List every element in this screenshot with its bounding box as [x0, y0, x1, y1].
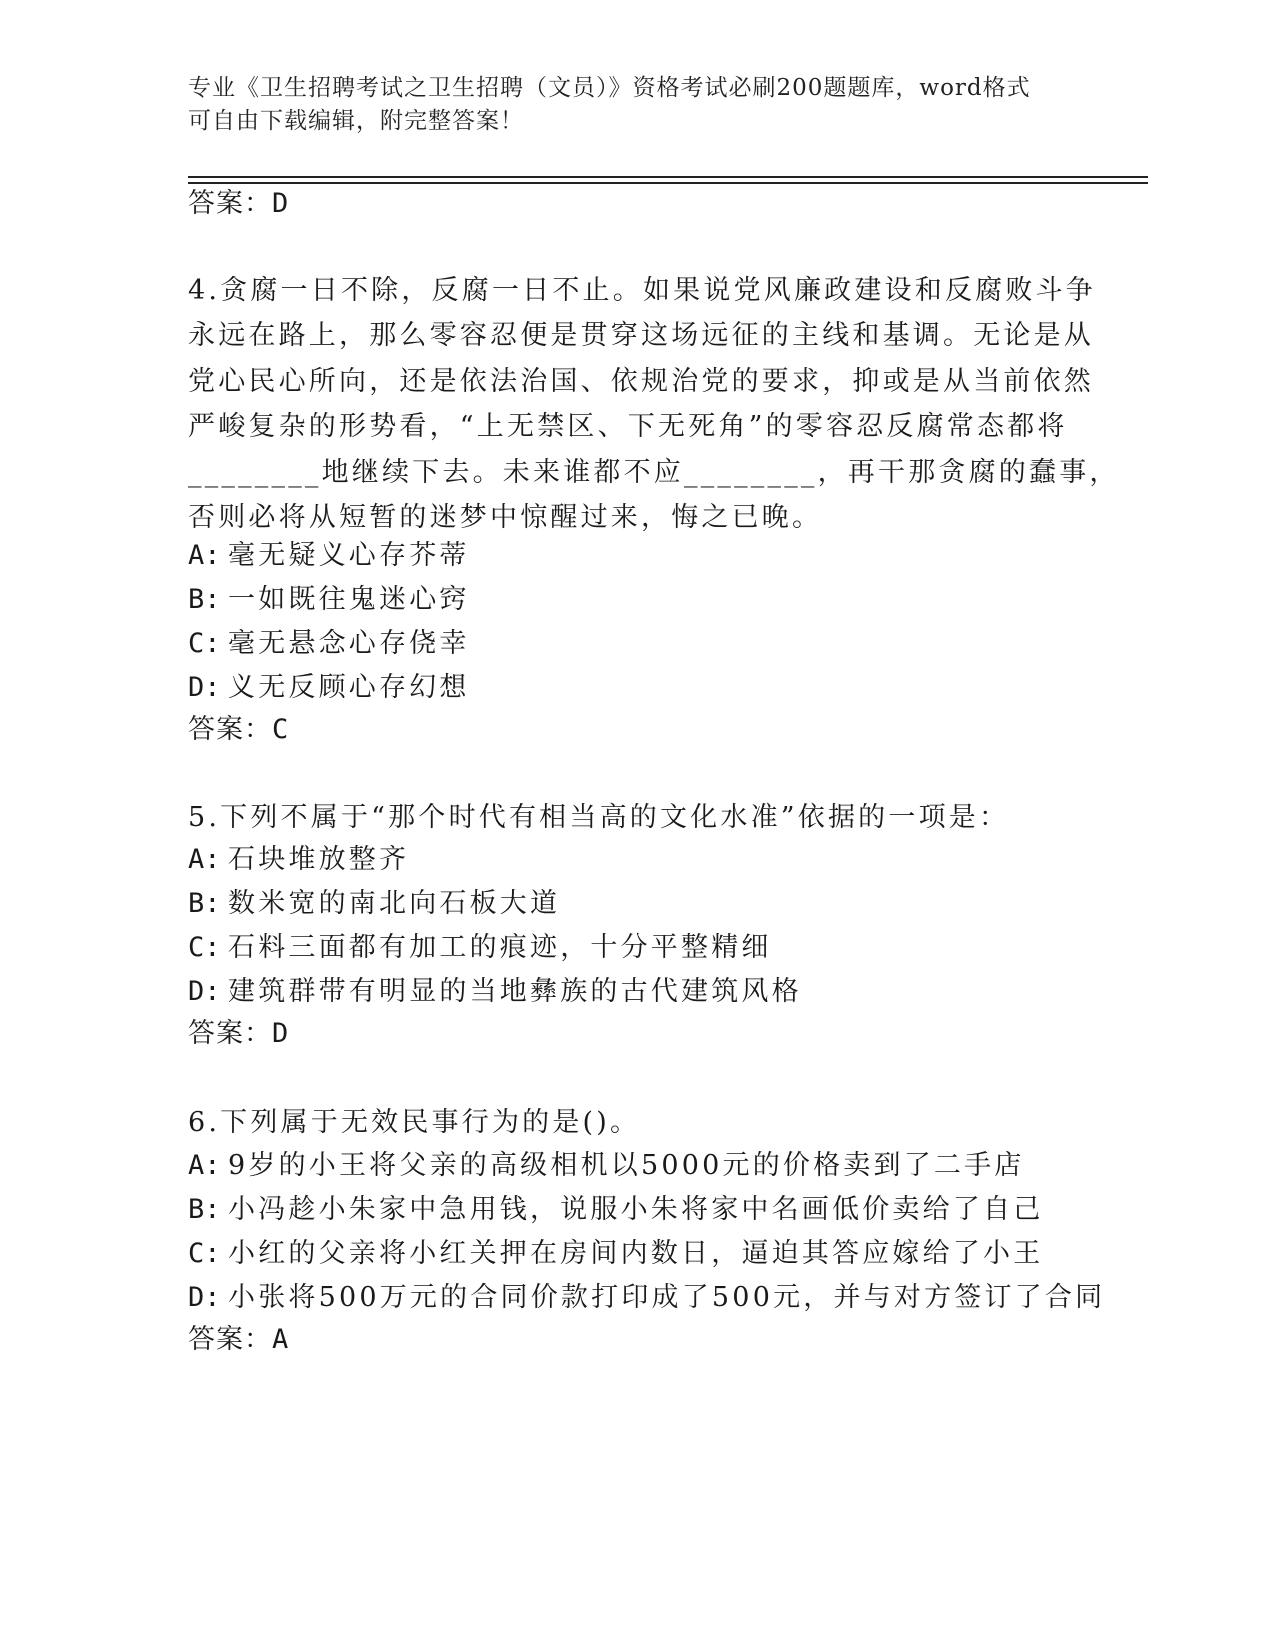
header-line-2: 可自由下载编辑，附完整答案！: [188, 108, 524, 134]
question-6-text: [188, 1100, 1068, 1145]
option-key: B:: [188, 888, 221, 919]
answer-value: A: [272, 1324, 290, 1355]
question-5-text: [188, 795, 1068, 840]
option-text: 毫无悬念心存侥幸: [228, 628, 470, 659]
option-text: 石料三面都有加工的痕迹，十分平整精细: [228, 932, 772, 963]
question-line: 否则必将从短暂的迷梦中惊醒过来，悔之已晚。: [188, 501, 823, 533]
option-text: 建筑群带有明显的当地彝族的古代建筑风格: [228, 976, 802, 1007]
question-6-option-a: [188, 1148, 1025, 1184]
option-text: 9岁的小王将父亲的高级相机以5000元的价格卖到了二手店: [228, 1150, 1025, 1181]
option-key: C:: [188, 1238, 221, 1269]
question-5-option-c: [188, 930, 772, 966]
question-5-option-b: [188, 886, 560, 922]
answer-value: D: [272, 188, 290, 219]
option-key: A:: [188, 844, 221, 875]
option-key: D:: [188, 1282, 221, 1313]
question-line: ________地继续下去。未来谁都不应________，再干那贪腐的蠢事，: [188, 456, 1120, 488]
option-text: 石块堆放整齐: [228, 844, 410, 875]
option-key: A:: [188, 1150, 221, 1181]
answer-prev: [188, 186, 289, 222]
option-key: B:: [188, 1194, 221, 1225]
question-6-option-d: [188, 1280, 1105, 1316]
option-key: D:: [188, 672, 221, 703]
question-4-option-b: [188, 582, 470, 618]
answer-label: 答案：: [188, 1324, 272, 1355]
question-4-answer: [188, 712, 289, 748]
question-line: 永远在路上，那么零容忍便是贯穿这场远征的主线和基调。无论是从: [188, 320, 1094, 352]
question-4-option-c: [188, 626, 470, 662]
question-line: 6.下列属于无效民事行为的是()。: [188, 1107, 641, 1138]
answer-label: 答案：: [188, 188, 272, 219]
question-6-option-b: [188, 1192, 1043, 1228]
option-text: 一如既往鬼迷心窍: [228, 584, 470, 615]
option-text: 小张将500万元的合同价款打印成了500元，并与对方签订了合同: [228, 1282, 1106, 1313]
option-key: D:: [188, 976, 221, 1007]
header-line-1: 专业《卫生招聘考试之卫生招聘（文员）》资格考试必刷200题题库，word格式: [188, 75, 1031, 101]
header-rule-bottom: [188, 182, 1148, 184]
question-line: 党心民心所向，还是依法治国、依规治党的要求，抑或是从当前依然: [188, 365, 1094, 397]
question-5-answer: [188, 1016, 289, 1052]
option-text: 义无反顾心存幻想: [228, 672, 470, 703]
question-line: 5.下列不属于“那个时代有相当高的文化水准”依据的一项是：: [188, 802, 1010, 833]
answer-value: D: [272, 1018, 290, 1049]
question-4-text: [188, 268, 1120, 540]
option-text: 数米宽的南北向石板大道: [228, 888, 561, 919]
option-key: C:: [188, 932, 221, 963]
answer-label: 答案：: [188, 714, 272, 745]
question-line: 4.贪腐一日不除，反腐一日不止。如果说党风廉政建设和反腐败斗争: [188, 275, 1096, 306]
question-5-option-d: [188, 974, 802, 1010]
page-header: [188, 72, 1088, 138]
option-key: C:: [188, 628, 221, 659]
question-5-option-a: [188, 842, 409, 878]
question-6-answer: [188, 1322, 289, 1358]
answer-label: 答案：: [188, 1018, 272, 1049]
question-4-option-a: [188, 538, 470, 574]
question-4-option-d: [188, 670, 470, 706]
option-text: 小红的父亲将小红关押在房间内数日，逼迫其答应嫁给了小王: [228, 1238, 1044, 1269]
question-6-option-c: [188, 1236, 1043, 1272]
option-key: A:: [188, 540, 221, 571]
option-text: 毫无疑义心存芥蒂: [228, 540, 470, 571]
question-line: 严峻复杂的形势看，“上无禁区、下无死角”的零容忍反腐常态都将: [188, 411, 1068, 443]
answer-value: C: [272, 714, 290, 745]
header-rule-top: [188, 176, 1148, 178]
option-key: B:: [188, 584, 221, 615]
option-text: 小冯趁小朱家中急用钱，说服小朱将家中名画低价卖给了自己: [228, 1194, 1044, 1225]
